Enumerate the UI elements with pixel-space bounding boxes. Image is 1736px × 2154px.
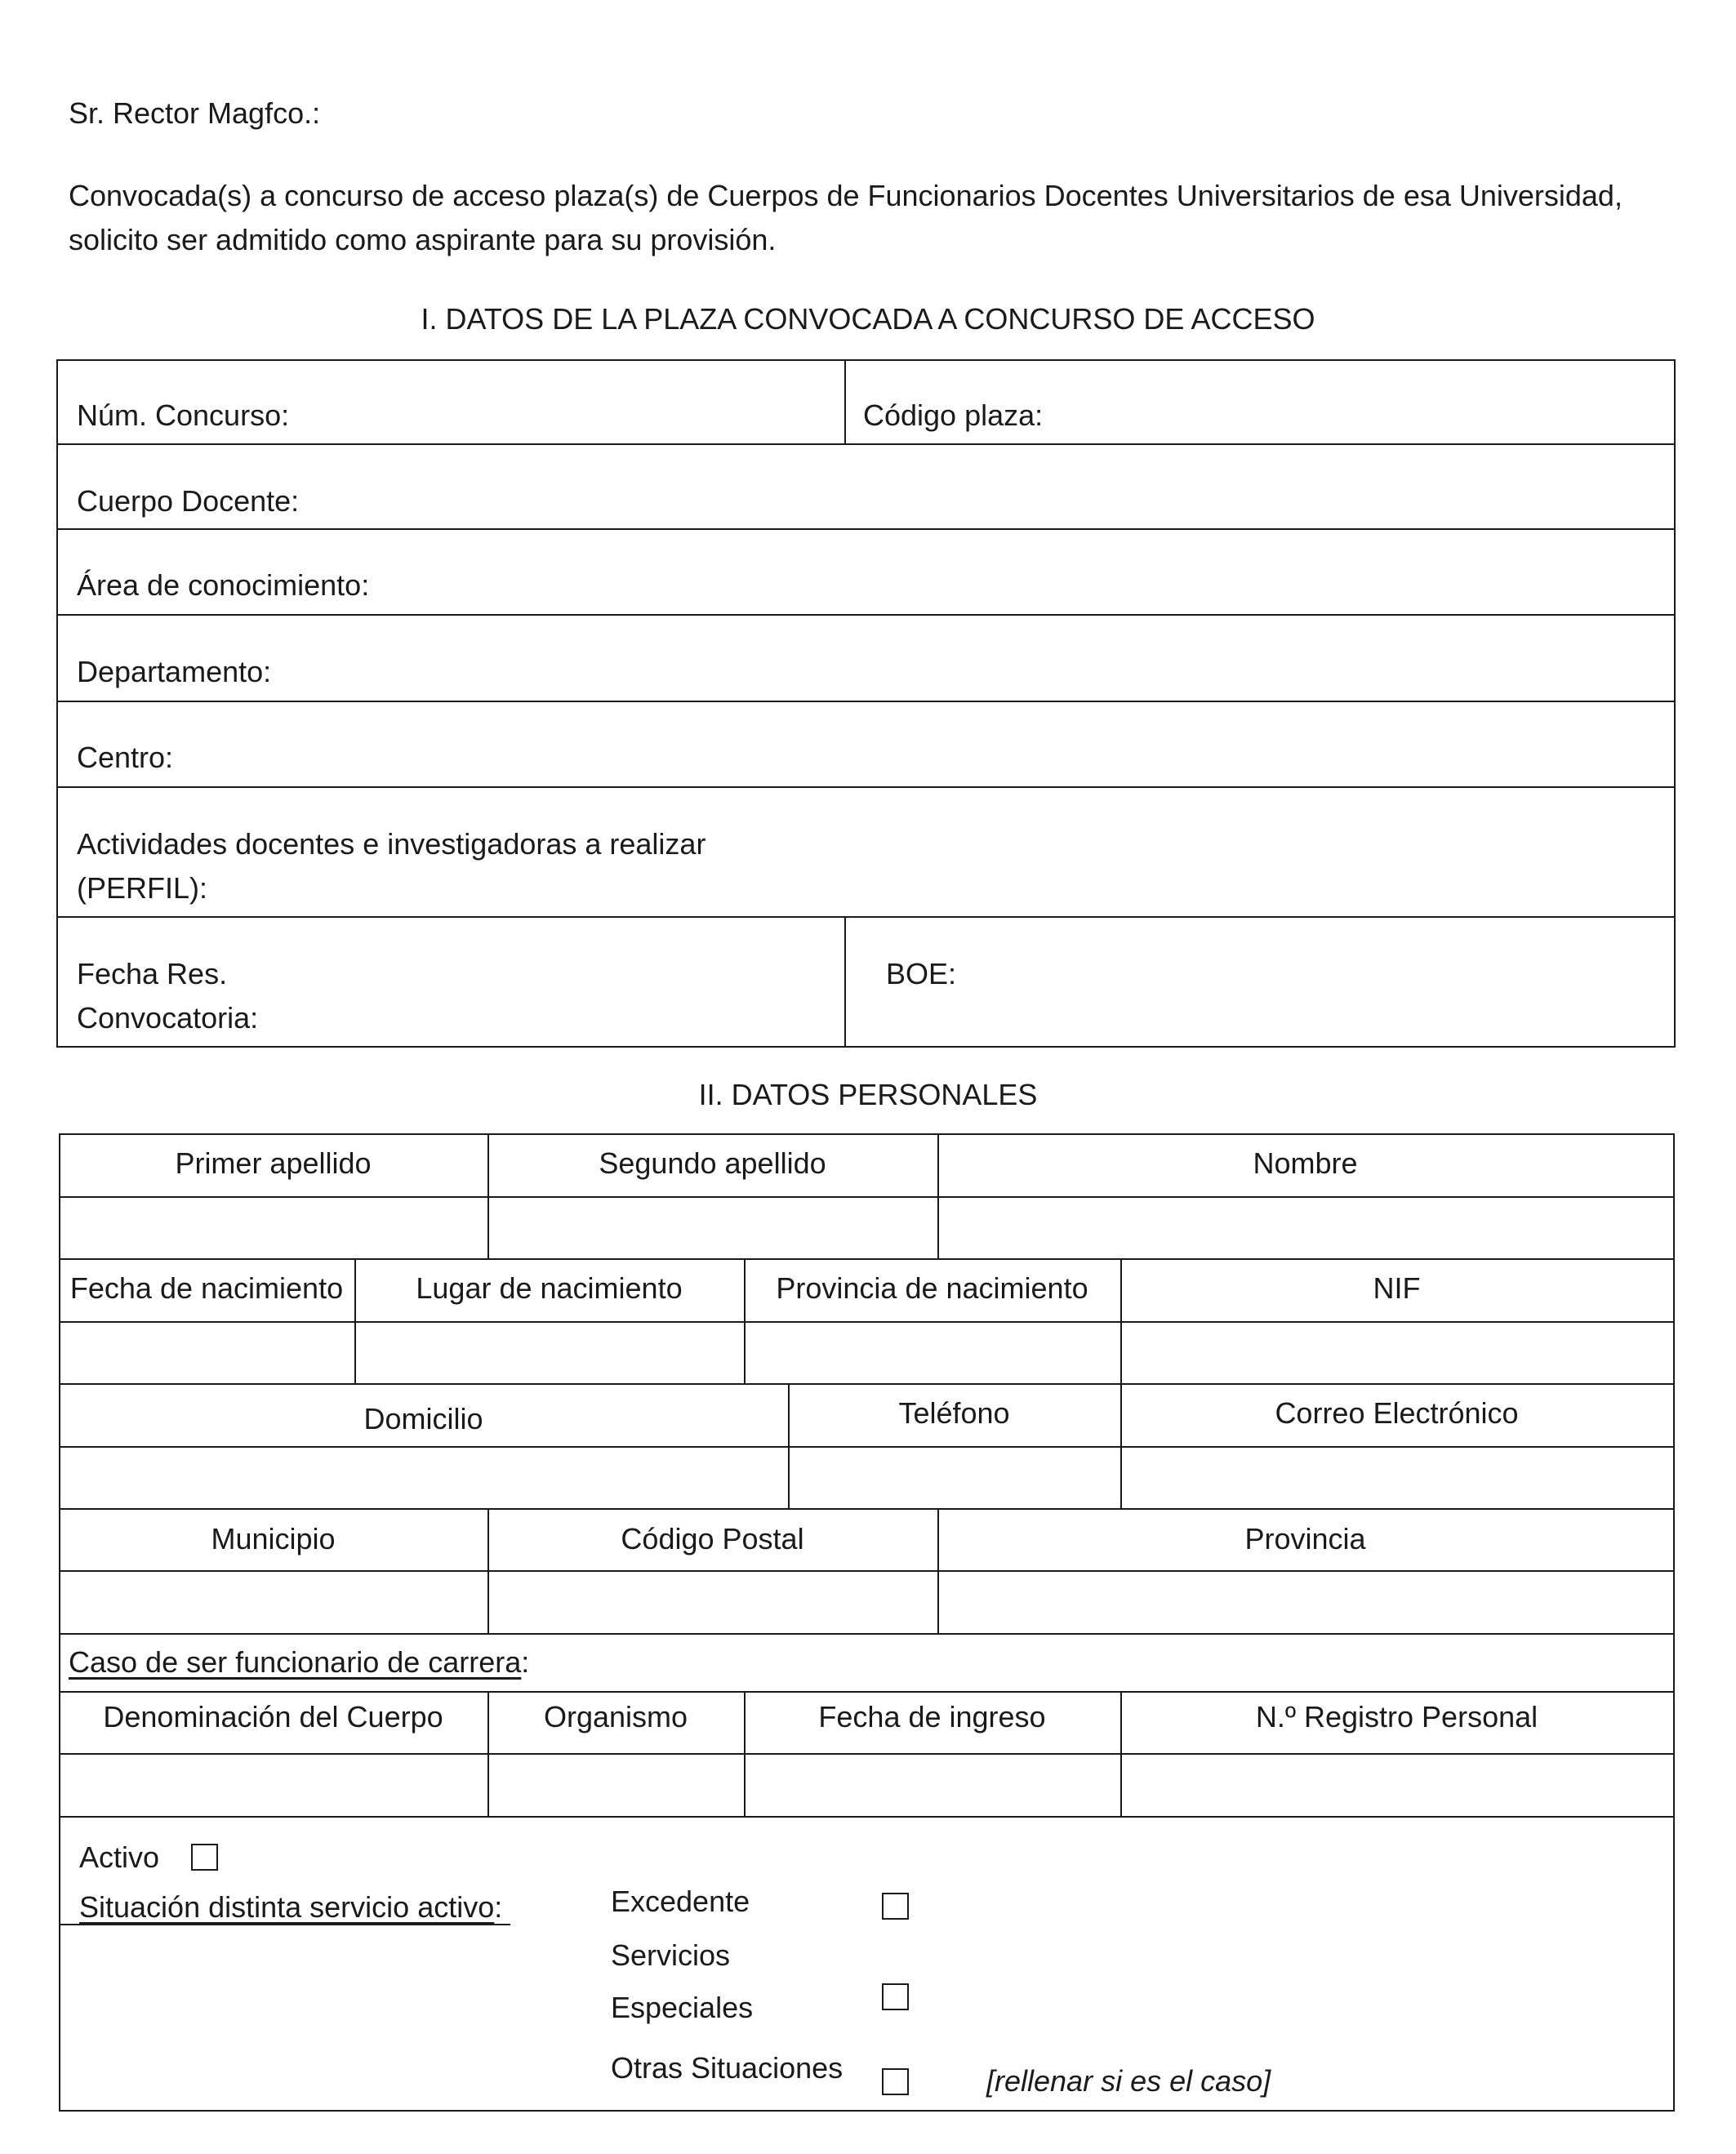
fecha-ingreso-input[interactable] <box>746 1755 1120 1815</box>
telefono-input[interactable] <box>790 1448 1120 1508</box>
situacion-distinta-label <box>79 1890 502 1925</box>
nombre-input[interactable] <box>939 1198 1673 1258</box>
registro-personal-input[interactable] <box>1122 1755 1673 1815</box>
intro-line-1: Convocada(s) a concurso de acceso plaza(s) de Cuerpos de Funcionarios Docentes Universitarios de esa Universidad, <box>69 179 1622 212</box>
rellenar-note: [rellenar si es el caso] <box>986 2064 1271 2098</box>
funcionario-carrera-colon: : <box>521 1645 530 1679</box>
header-primer-apellido: Primer apellido <box>175 1146 372 1180</box>
header-domicilio: Domicilio <box>363 1402 483 1435</box>
provincia-input[interactable] <box>939 1572 1673 1632</box>
funcionario-carrera-text: Caso de ser funcionario de carrera <box>69 1645 522 1679</box>
servicios-especiales-checkbox[interactable] <box>882 1983 909 2010</box>
header-denominacion-cuerpo: Denominación del Cuerpo <box>103 1700 443 1733</box>
intro-line-2: solicito ser admitido como aspirante para su provisión. <box>69 223 777 256</box>
departamento-field[interactable]: Departamento: <box>77 655 272 688</box>
activo-checkbox[interactable] <box>191 1844 218 1871</box>
provincia-nacimiento-input[interactable] <box>746 1323 1120 1383</box>
correo-input[interactable] <box>1122 1448 1673 1508</box>
excedente-label: Excedente <box>611 1885 750 1918</box>
header-nif: NIF <box>1373 1271 1421 1305</box>
fecha-res-field-line-1[interactable]: Fecha Res. <box>77 957 228 990</box>
servicios-label-line-1: Servicios <box>611 1938 731 1972</box>
codigo-plaza-field[interactable]: Código plaza: <box>863 398 1044 432</box>
excedente-checkbox[interactable] <box>882 1893 909 1920</box>
header-telefono: Teléfono <box>898 1396 1010 1430</box>
header-provincia: Provincia <box>1244 1522 1366 1555</box>
activo-label: Activo <box>79 1840 160 1874</box>
primer-apellido-input[interactable] <box>60 1198 487 1258</box>
header-codigo-postal: Código Postal <box>621 1522 804 1555</box>
denominacion-cuerpo-input[interactable] <box>60 1755 487 1815</box>
header-segundo-apellido: Segundo apellido <box>599 1146 826 1180</box>
num-concurso-field[interactable]: Núm. Concurso: <box>77 398 290 432</box>
header-nombre: Nombre <box>1253 1146 1358 1180</box>
actividades-field-line-2[interactable]: (PERFIL): <box>77 871 208 905</box>
domicilio-input[interactable] <box>60 1448 788 1508</box>
header-provincia-nacimiento: Provincia de nacimiento <box>776 1271 1088 1305</box>
situacion-distinta-colon: : <box>494 1890 503 1924</box>
header-organismo: Organismo <box>543 1700 688 1733</box>
salutation: Sr. Rector Magfco.: <box>69 96 321 130</box>
actividades-field-line-1[interactable]: Actividades docentes e investigadoras a realizar <box>77 827 706 861</box>
boe-field[interactable]: BOE: <box>886 957 957 990</box>
header-fecha-nacimiento: Fecha de nacimiento <box>69 1271 344 1305</box>
header-correo: Correo Electrónico <box>1275 1396 1519 1430</box>
header-fecha-ingreso: Fecha de ingreso <box>818 1700 1046 1733</box>
cuerpo-docente-field[interactable]: Cuerpo Docente: <box>77 484 300 518</box>
servicios-label-line-2: Especiales <box>611 1991 754 2024</box>
municipio-input[interactable] <box>60 1572 487 1632</box>
header-registro-personal: N.º Registro Personal <box>1255 1700 1538 1733</box>
header-lugar-nacimiento: Lugar de nacimiento <box>416 1271 683 1305</box>
segundo-apellido-input[interactable] <box>489 1198 937 1258</box>
area-conocimiento-field[interactable]: Área de conocimiento: <box>77 568 370 602</box>
otras-situaciones-label: Otras Situaciones <box>611 2051 844 2085</box>
centro-field[interactable]: Centro: <box>77 741 174 774</box>
section-2-title: II. DATOS PERSONALES <box>698 1078 1038 1111</box>
funcionario-carrera-label <box>69 1645 529 1680</box>
fecha-res-field-line-2[interactable]: Convocatoria: <box>77 1001 259 1035</box>
situacion-distinta-text: Situación distinta servicio activo <box>79 1890 495 1924</box>
lugar-nacimiento-input[interactable] <box>356 1323 744 1383</box>
organismo-input[interactable] <box>489 1755 744 1815</box>
codigo-postal-input[interactable] <box>489 1572 937 1632</box>
nif-input[interactable] <box>1122 1323 1673 1383</box>
header-municipio: Municipio <box>211 1522 336 1555</box>
otras-situaciones-checkbox[interactable] <box>882 2068 909 2095</box>
section-1-title: I. DATOS DE LA PLAZA CONVOCADA A CONCURSO DE ACCESO <box>421 302 1315 336</box>
fecha-nacimiento-input[interactable] <box>60 1323 354 1383</box>
